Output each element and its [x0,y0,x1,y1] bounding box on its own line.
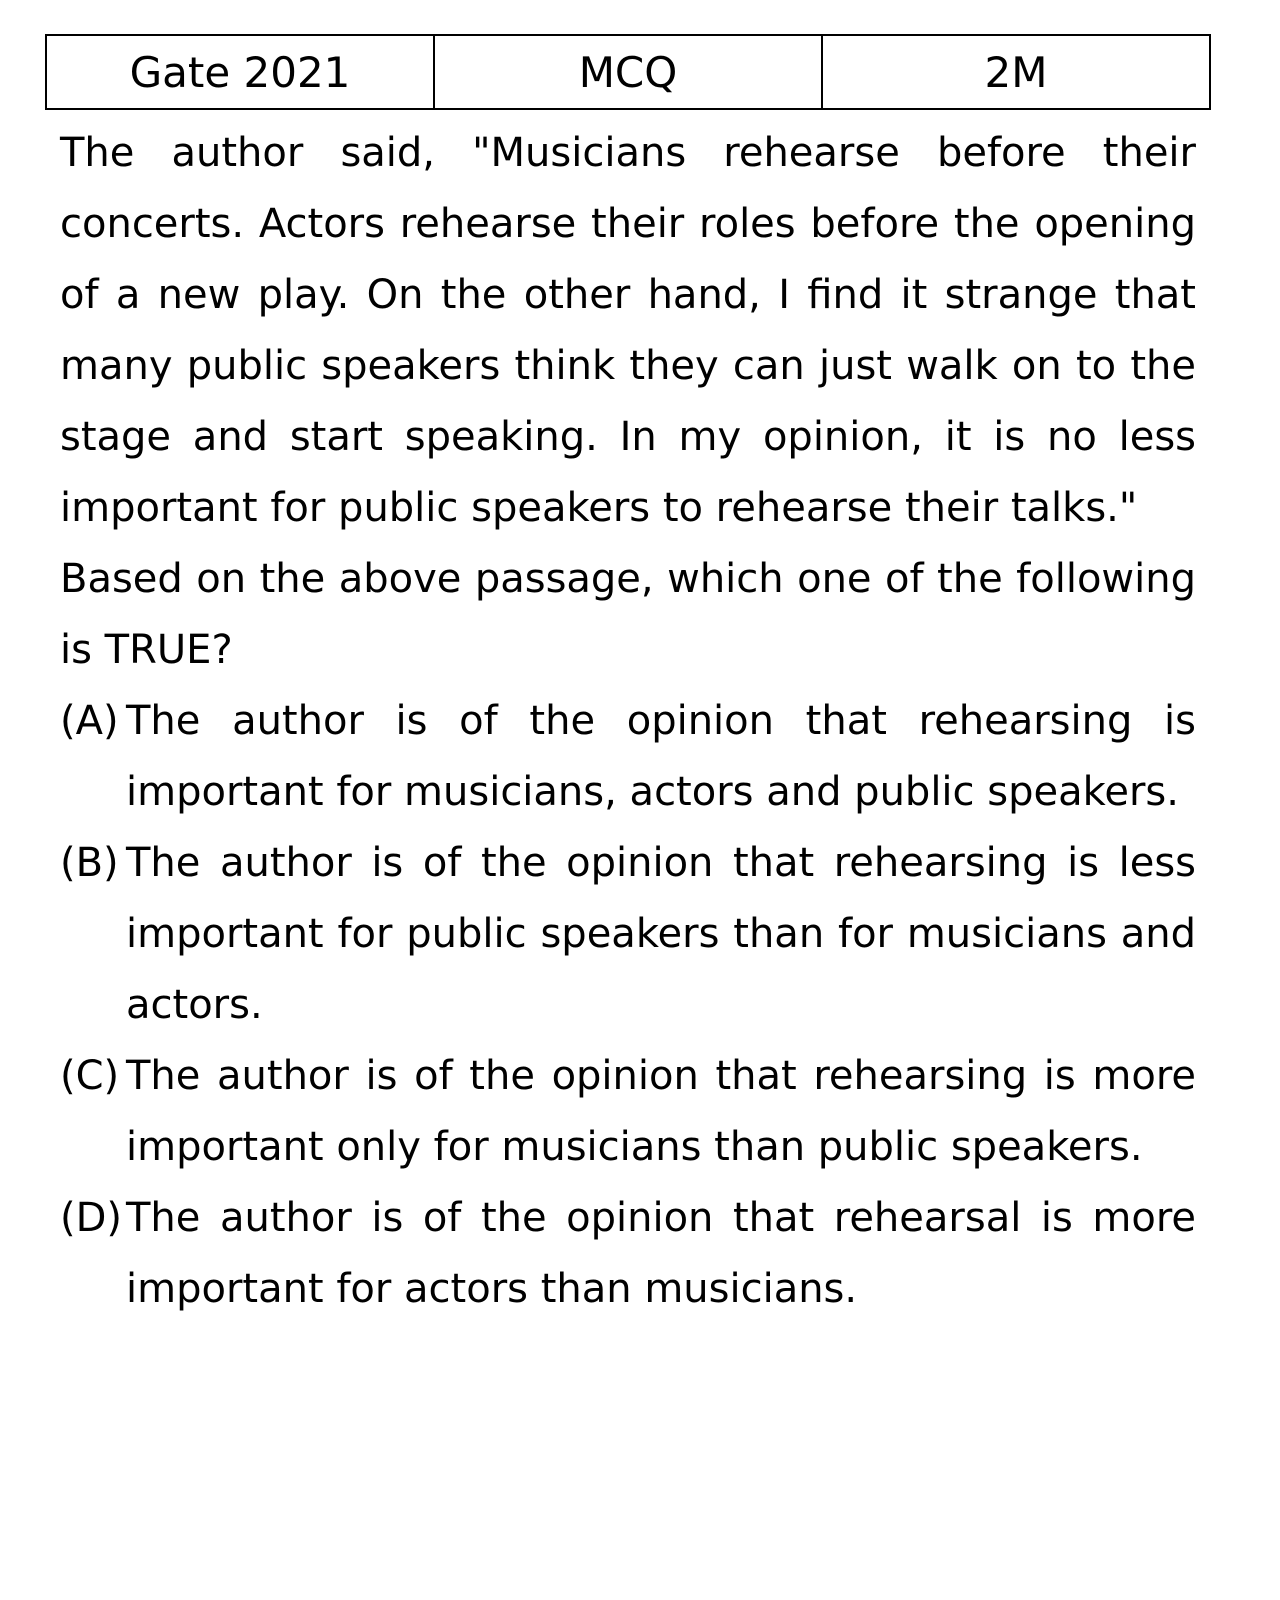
option-a-text: The author is of the opinion that rehearsing is important for musicians, actors and public speakers. [126,698,1196,815]
option-c-text: The author is of the opinion that rehearsing is more important only for musicians than public speakers. [126,1053,1196,1170]
option-c-label: (C) [60,1053,120,1099]
option-d-text: The author is of the opinion that rehearsal is more important for actors than musicians. [126,1195,1196,1312]
marks-cell: 2M [822,35,1210,109]
header-row [46,35,1210,109]
question-prompt: Based on the above passage, which one of the following is TRUE? [60,556,1196,673]
question-passage: The author said, "Musicians rehearse before their concerts. Actors rehearse their roles before the opening of a new play. On the other hand, I find it strange that many public speakers think they can just walk on to the stage and start speaking. In my opinion, it is no less important for public speakers to rehearse their talks." [60,130,1196,531]
option-b[interactable] [60,828,1196,1041]
question-type-cell: MCQ [434,35,822,109]
option-b-text: The author is of the opinion that rehearsing is less important for public speakers than for musicians and actors. [126,840,1196,1028]
option-b-label: (B) [60,840,119,886]
option-c[interactable] [60,1041,1196,1183]
option-d[interactable] [60,1183,1196,1325]
exam-name-cell: Gate 2021 [46,35,434,109]
option-a-label: (A) [60,698,119,744]
question-header-table [45,34,1211,110]
option-d-label: (D) [60,1195,123,1241]
question-content [60,118,1196,1325]
option-a[interactable] [60,686,1196,828]
